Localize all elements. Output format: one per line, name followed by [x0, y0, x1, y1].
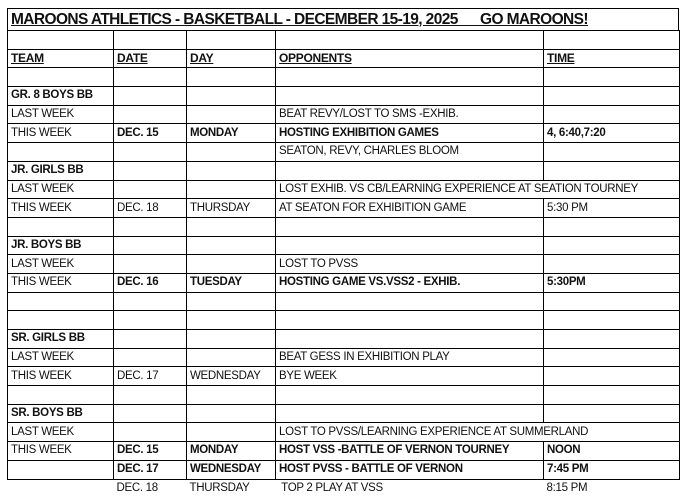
date-cell[interactable]: DEC. 17 [114, 460, 187, 479]
time-cell[interactable] [544, 330, 680, 349]
day-cell[interactable] [187, 255, 276, 274]
time-cell[interactable] [544, 255, 680, 274]
date-cell[interactable] [114, 105, 187, 124]
team-cell[interactable]: THIS WEEK [8, 124, 114, 143]
table-row [8, 105, 680, 124]
team-cell[interactable]: SR. BOYS BB [8, 404, 114, 423]
page-title: MAROONS ATHLETICS - BASKETBALL - DECEMBER 15-19, 2025 GO MAROONS! [11, 10, 588, 28]
date-cell[interactable] [114, 217, 187, 236]
day-cell[interactable] [187, 87, 276, 106]
opponents-cell[interactable]: LOST TO PVSS [276, 255, 544, 274]
date-cell[interactable] [114, 423, 187, 442]
team-cell[interactable]: LAST WEEK [8, 348, 114, 367]
day-cell[interactable] [187, 348, 276, 367]
opponents-cell[interactable] [276, 292, 544, 311]
table-row [8, 31, 680, 50]
opponents-cell[interactable] [276, 330, 544, 349]
day-cell[interactable]: THURSDAY [187, 199, 276, 218]
date-cell[interactable] [114, 87, 187, 106]
time-cell[interactable] [544, 367, 680, 386]
opponents-cell[interactable] [276, 87, 544, 106]
date-cell[interactable] [114, 311, 187, 330]
day-cell[interactable] [187, 292, 276, 311]
table-row [8, 273, 680, 292]
team-cell[interactable] [8, 292, 114, 311]
time-cell[interactable] [544, 348, 680, 367]
team-cell[interactable]: JR. BOYS BB [8, 236, 114, 255]
opponents-cell[interactable]: TOP 2 PLAY AT VSS [278, 481, 383, 494]
header-day[interactable]: DAY [187, 49, 276, 68]
opponents-cell[interactable]: HOSTING EXHIBITION GAMES [276, 124, 544, 143]
header-row [8, 49, 680, 68]
table-row [8, 124, 680, 143]
day-cell[interactable] [187, 423, 276, 442]
opponents-cell[interactable]: AT SEATON FOR EXHIBITION GAME [276, 199, 544, 218]
day-cell[interactable]: MONDAY [187, 124, 276, 143]
date-cell[interactable]: DEC. 16 [114, 273, 187, 292]
date-cell[interactable] [114, 386, 187, 405]
day-cell[interactable] [187, 143, 276, 162]
opponents-cell[interactable]: SEATON, REVY, CHARLES BLOOM [276, 143, 544, 162]
team-cell[interactable]: LAST WEEK [8, 105, 114, 124]
team-cell[interactable] [8, 386, 114, 405]
opponents-cell[interactable] [276, 68, 544, 87]
day-cell[interactable] [187, 217, 276, 236]
table-row [8, 311, 680, 330]
time-cell[interactable] [544, 161, 680, 180]
date-cell[interactable]: DEC. 18 [114, 199, 187, 218]
day-cell[interactable] [187, 386, 276, 405]
title-row [7, 8, 679, 30]
day-cell[interactable] [187, 68, 276, 87]
day-cell[interactable] [187, 404, 276, 423]
day-cell[interactable]: THURSDAY [189, 481, 250, 494]
table-row [8, 386, 680, 405]
opponents-cell[interactable]: LOST TO PVSS/LEARNING EXPERIENCE AT SUMMERLAND [276, 423, 680, 442]
day-cell[interactable]: WEDNESDAY [187, 367, 276, 386]
opponents-cell[interactable] [276, 236, 544, 255]
date-cell[interactable] [114, 404, 187, 423]
opponents-cell[interactable]: HOST VSS -BATTLE OF VERNON TOURNEY [276, 442, 544, 461]
day-cell[interactable]: MONDAY [187, 442, 276, 461]
date-cell[interactable] [114, 236, 187, 255]
team-section-row [8, 404, 680, 423]
time-cell[interactable]: 5:30 PM [544, 199, 680, 218]
date-cell[interactable]: DEC. 18 [116, 481, 158, 494]
team-cell[interactable] [8, 217, 114, 236]
schedule-sheet [7, 8, 679, 497]
opponents-cell[interactable] [276, 217, 544, 236]
cell[interactable] [187, 31, 276, 50]
time-cell[interactable] [544, 311, 680, 330]
team-cell[interactable] [8, 143, 114, 162]
team-cell[interactable]: SR. GIRLS BB [8, 330, 114, 349]
day-cell[interactable]: TUESDAY [187, 273, 276, 292]
opponents-cell[interactable]: HOSTING GAME VS.VSS2 - EXHIB. [276, 273, 544, 292]
team-cell[interactable]: JR. GIRLS BB [8, 161, 114, 180]
table-row [8, 255, 680, 274]
team-cell[interactable]: GR. 8 BOYS BB [8, 87, 114, 106]
team-section-row [8, 87, 680, 106]
team-cell[interactable]: THIS WEEK [8, 367, 114, 386]
day-cell[interactable] [187, 180, 276, 199]
time-cell[interactable] [544, 87, 680, 106]
time-cell[interactable]: 4, 6:40,7:20 [544, 124, 680, 143]
header-opponents[interactable]: OPPONENTS [276, 49, 544, 68]
table-row [8, 143, 680, 162]
table-row [8, 460, 680, 479]
table-row [8, 199, 680, 218]
date-cell[interactable] [114, 143, 187, 162]
opponents-cell[interactable] [276, 404, 544, 423]
cell[interactable] [8, 31, 114, 50]
date-cell[interactable] [114, 255, 187, 274]
table-row [8, 367, 680, 386]
opponents-cell[interactable] [276, 161, 544, 180]
day-cell[interactable] [187, 105, 276, 124]
date-cell[interactable] [114, 330, 187, 349]
team-section-row [8, 161, 680, 180]
date-cell[interactable]: DEC. 15 [114, 124, 187, 143]
team-cell[interactable] [8, 311, 114, 330]
table-row [8, 217, 680, 236]
table-row [8, 348, 680, 367]
header-time[interactable]: TIME [544, 49, 680, 68]
time-cell[interactable] [544, 292, 680, 311]
time-cell[interactable] [544, 404, 680, 423]
table-row [8, 423, 680, 442]
time-cell[interactable] [544, 217, 680, 236]
date-cell[interactable] [114, 292, 187, 311]
time-cell[interactable] [544, 143, 680, 162]
date-cell[interactable] [114, 161, 187, 180]
team-section-row [8, 236, 680, 255]
time-cell[interactable] [544, 105, 680, 124]
schedule-table [7, 30, 680, 497]
day-cell[interactable] [187, 236, 276, 255]
team-cell[interactable]: LAST WEEK [8, 255, 114, 274]
team-cell[interactable]: THIS WEEK [8, 273, 114, 292]
date-cell[interactable] [114, 180, 187, 199]
table-row [8, 180, 680, 199]
team-cell[interactable]: LAST WEEK [8, 423, 114, 442]
cell[interactable] [544, 31, 680, 50]
day-cell[interactable] [187, 161, 276, 180]
time-cell[interactable]: 8:15 PM [546, 481, 588, 494]
day-cell[interactable]: WEDNESDAY [187, 460, 276, 479]
table-row [8, 292, 680, 311]
date-cell[interactable] [114, 348, 187, 367]
time-cell[interactable] [544, 236, 680, 255]
team-section-row [8, 330, 680, 349]
team-cell[interactable]: THIS WEEK [8, 442, 114, 461]
time-cell[interactable]: 5:30PM [544, 273, 680, 292]
header-team[interactable]: TEAM [8, 49, 114, 68]
opponents-cell[interactable] [276, 311, 544, 330]
cell[interactable] [276, 31, 544, 50]
table-row [8, 68, 680, 87]
team-cell[interactable]: THIS WEEK [8, 199, 114, 218]
opponents-cell[interactable]: LOST EXHIB. VS CB/LEARNING EXPERIENCE AT SEATION TOURNEY [276, 180, 680, 199]
time-cell[interactable] [544, 68, 680, 87]
opponents-cell[interactable] [276, 386, 544, 405]
date-cell[interactable]: DEC. 17 [114, 367, 187, 386]
table-row [8, 442, 680, 461]
date-cell[interactable]: DEC. 15 [114, 442, 187, 461]
time-cell[interactable]: NOON [544, 442, 680, 461]
cell[interactable] [114, 31, 187, 50]
opponents-cell[interactable]: BEAT GESS IN EXHIBITION PLAY [276, 348, 544, 367]
day-cell[interactable] [187, 330, 276, 349]
team-cell[interactable] [8, 479, 114, 497]
day-cell[interactable] [187, 311, 276, 330]
opponents-cell[interactable]: BEAT REVY/LOST TO SMS -EXHIB. [276, 105, 544, 124]
table-row [8, 479, 680, 497]
team-cell[interactable] [8, 68, 114, 87]
time-cell[interactable]: 7:45 PM [544, 460, 680, 479]
time-cell[interactable] [544, 386, 680, 405]
header-date[interactable]: DATE [114, 49, 187, 68]
team-cell[interactable] [8, 460, 114, 479]
opponents-cell[interactable]: HOST PVSS - BATTLE OF VERNON [276, 460, 544, 479]
opponents-cell[interactable]: BYE WEEK [276, 367, 544, 386]
team-cell[interactable]: LAST WEEK [8, 180, 114, 199]
date-cell[interactable] [114, 68, 187, 87]
